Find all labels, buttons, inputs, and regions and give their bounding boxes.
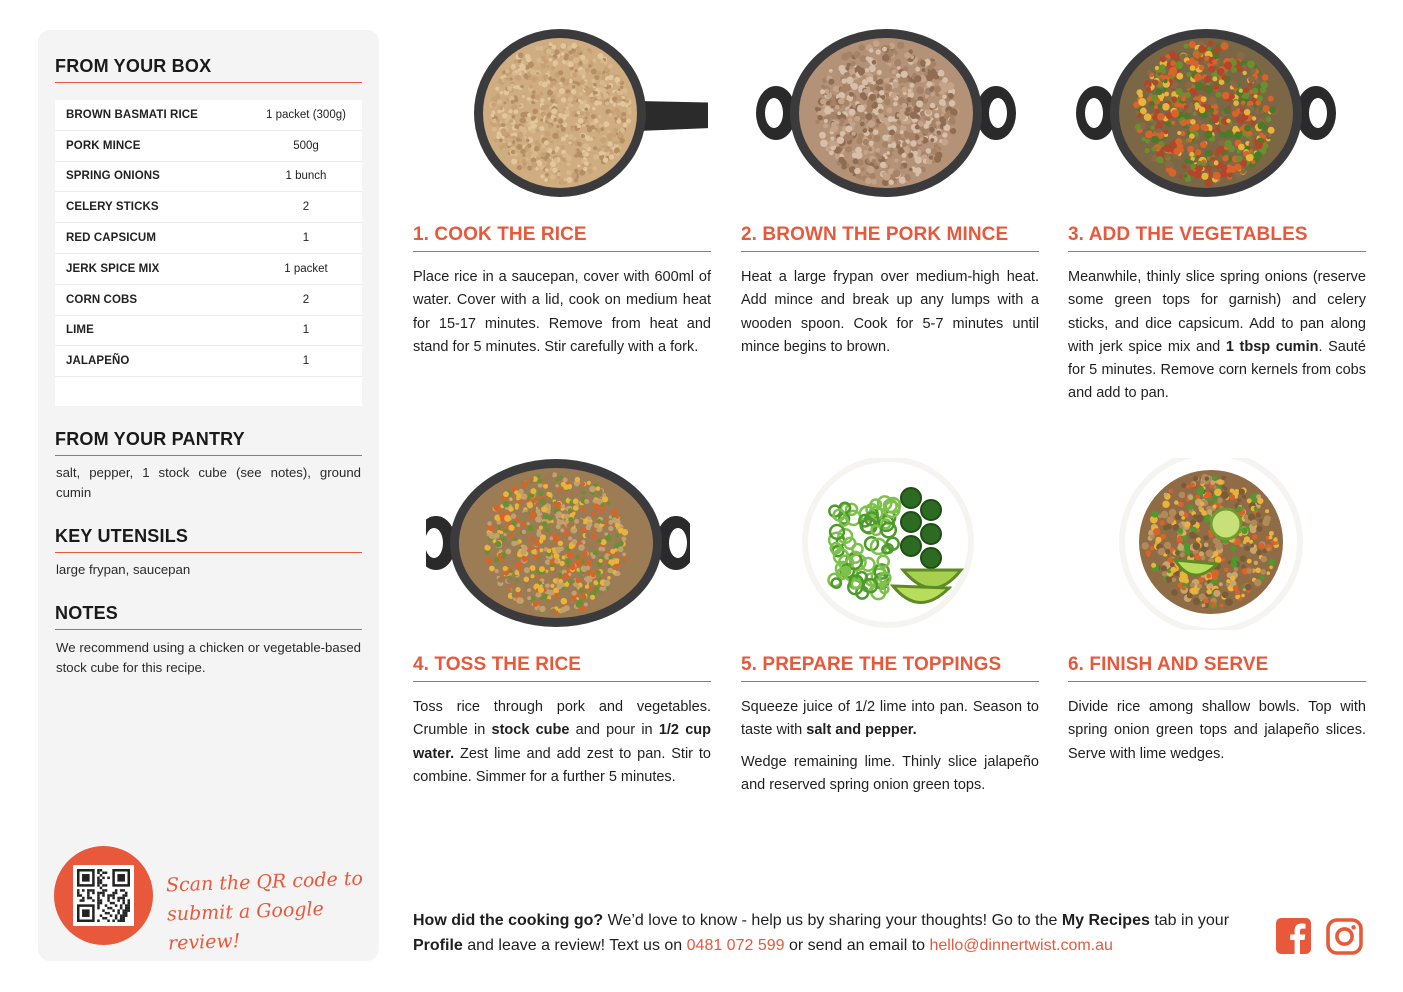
footer-contact-link[interactable]: 0481 072 599 <box>686 937 785 954</box>
facebook-icon[interactable] <box>1276 918 1311 954</box>
ingredient-row <box>55 346 362 377</box>
ingredient-quantity: 2 <box>302 201 310 214</box>
step-text: Squeeze juice of 1/2 lime into pan. Season to taste with <box>741 699 1039 739</box>
footer-contact-link[interactable]: hello@dinnertwist.com.au <box>929 937 1113 954</box>
step-emphasis: 1 tbsp cumin <box>1225 338 1319 355</box>
ingredient-quantity: 1 <box>302 232 310 245</box>
step-text: Heat a large frypan over medium-high heat. Add mince and break up any lumps with a wooden spoon. Cook for 5-7 minutes until mince begins to brown. <box>741 269 1039 355</box>
ingredient-row <box>55 131 362 162</box>
step-title: 4. TOSS THE RICE <box>413 654 711 682</box>
step-title: 3. ADD THE VEGETABLES <box>1068 224 1366 252</box>
step-emphasis: salt and pepper. <box>806 722 917 739</box>
step-title: 6. FINISH AND SERVE <box>1068 654 1366 682</box>
step-text: Place rice in a saucepan, cover with 600ml of water. Cover with a lid, cook on medium heat for 15-17 minutes. Remove from heat and stand for 5 minutes. Stir carefully with a fork. <box>413 269 711 355</box>
pantry-text: salt, pepper, 1 stock cube (see notes), ground cumin <box>56 465 361 500</box>
toppings-plate-photo <box>743 458 1033 630</box>
qr-badge <box>54 846 153 945</box>
ingredient-name: RED CAPSICUM <box>66 232 157 245</box>
from-your-pantry-heading: FROM YOUR PANTRY <box>55 429 362 456</box>
ingredient-name: PORK MINCE <box>66 139 141 152</box>
review-footer <box>413 908 1263 958</box>
ingredient-name: SPRING ONIONS <box>66 170 160 183</box>
qr-caption: Scan the QR code to submit a Google review! <box>165 867 364 955</box>
ingredient-name: LIME <box>66 324 94 337</box>
footer-text: My Recipes <box>1061 912 1150 929</box>
ingredient-row <box>55 223 362 254</box>
footer-text: Profile <box>413 937 463 954</box>
pork-mince-in-pan-photo <box>746 28 1028 200</box>
step-instructions <box>741 266 1039 359</box>
ingredient-quantity: 1 packet <box>284 262 328 275</box>
step-instructions <box>741 751 1039 798</box>
step-instructions <box>1068 696 1366 766</box>
ingredient-row <box>55 316 362 347</box>
ingredient-quantity: 1 <box>302 355 310 368</box>
step-text: Toss rice through pork and vegetables. Crumble in <box>413 699 711 739</box>
step-text: and pour in <box>569 722 659 739</box>
rice-tossed-in-pan-photo <box>426 458 690 630</box>
notes-text: We recommend using a chicken or vegetable-based stock cube for this recipe. <box>56 640 361 675</box>
step-instructions <box>1068 266 1366 406</box>
step-instructions <box>413 696 711 789</box>
ingredient-row <box>55 192 362 223</box>
ingredient-quantity: 1 bunch <box>285 170 327 183</box>
ingredient-quantity: 1 <box>302 324 310 337</box>
step-title: 5. PREPARE THE TOPPINGS <box>741 654 1039 682</box>
step-text: Divide rice among shallow bowls. Top with spring onion green tops and jalapeño slices. Serve with lime wedges. <box>1068 699 1366 762</box>
from-your-box-heading: FROM YOUR BOX <box>55 56 362 83</box>
step-instructions <box>741 696 1039 743</box>
footer-text: or send an email to <box>784 937 930 954</box>
notes-heading: NOTES <box>55 603 362 630</box>
ingredient-name: JERK SPICE MIX <box>66 262 160 275</box>
step-title: 1. COOK THE RICE <box>413 224 711 252</box>
step-text: Wedge remaining lime. Thinly slice jalapeño and reserved spring onion green tops. <box>741 754 1039 794</box>
served-bowl-photo <box>1071 458 1353 630</box>
ingredient-quantity: 500g <box>293 139 319 152</box>
footer-text: How did the cooking go? <box>413 912 604 929</box>
step-text: Zest lime and add zest to pan. Stir to combine. Simmer for a further 5 minutes. <box>413 745 711 785</box>
step-emphasis: 1/2 cup water. <box>413 722 711 762</box>
instagram-icon[interactable] <box>1326 918 1363 955</box>
vegetables-in-pan-photo <box>1066 28 1348 200</box>
step-text: . Sauté for 5 minutes. Remove corn kernels from cobs and add to pan. <box>1068 338 1366 402</box>
ingredient-name: CORN COBS <box>66 293 138 306</box>
ingredient-row <box>55 285 362 316</box>
ingredient-row <box>55 254 362 285</box>
footer-text: and leave a review! Text us on <box>462 937 687 954</box>
footer-text: We’d love to know - help us by sharing your thoughts! Go to the <box>603 912 1062 929</box>
ingredient-quantity: 2 <box>302 293 310 306</box>
ingredient-name: JALAPEÑO <box>66 355 130 368</box>
ingredients-sidebar <box>38 30 379 961</box>
step-emphasis: stock cube <box>491 722 570 739</box>
key-utensils-heading: KEY UTENSILS <box>55 526 362 553</box>
ingredient-row <box>55 162 362 193</box>
ingredient-quantity: 1 packet (300g) <box>266 108 346 121</box>
ingredient-name: BROWN BASMATI RICE <box>66 108 198 121</box>
step-instructions <box>413 266 711 359</box>
qr-code[interactable] <box>73 865 134 926</box>
utensils-text: large frypan, saucepan <box>56 562 191 577</box>
rice-in-saucepan-photo <box>448 28 708 200</box>
ingredient-row <box>55 100 362 131</box>
ingredient-name: CELERY STICKS <box>66 201 159 214</box>
footer-text: tab in your <box>1149 912 1230 929</box>
ingredients-table <box>55 100 362 406</box>
step-text: Meanwhile, thinly slice spring onions (reserve some green tops for garnish) and celery sticks, and dice capsicum. Add to pan along with jerk spice mix and <box>1068 269 1366 355</box>
step-title: 2. BROWN THE PORK MINCE <box>741 224 1039 252</box>
